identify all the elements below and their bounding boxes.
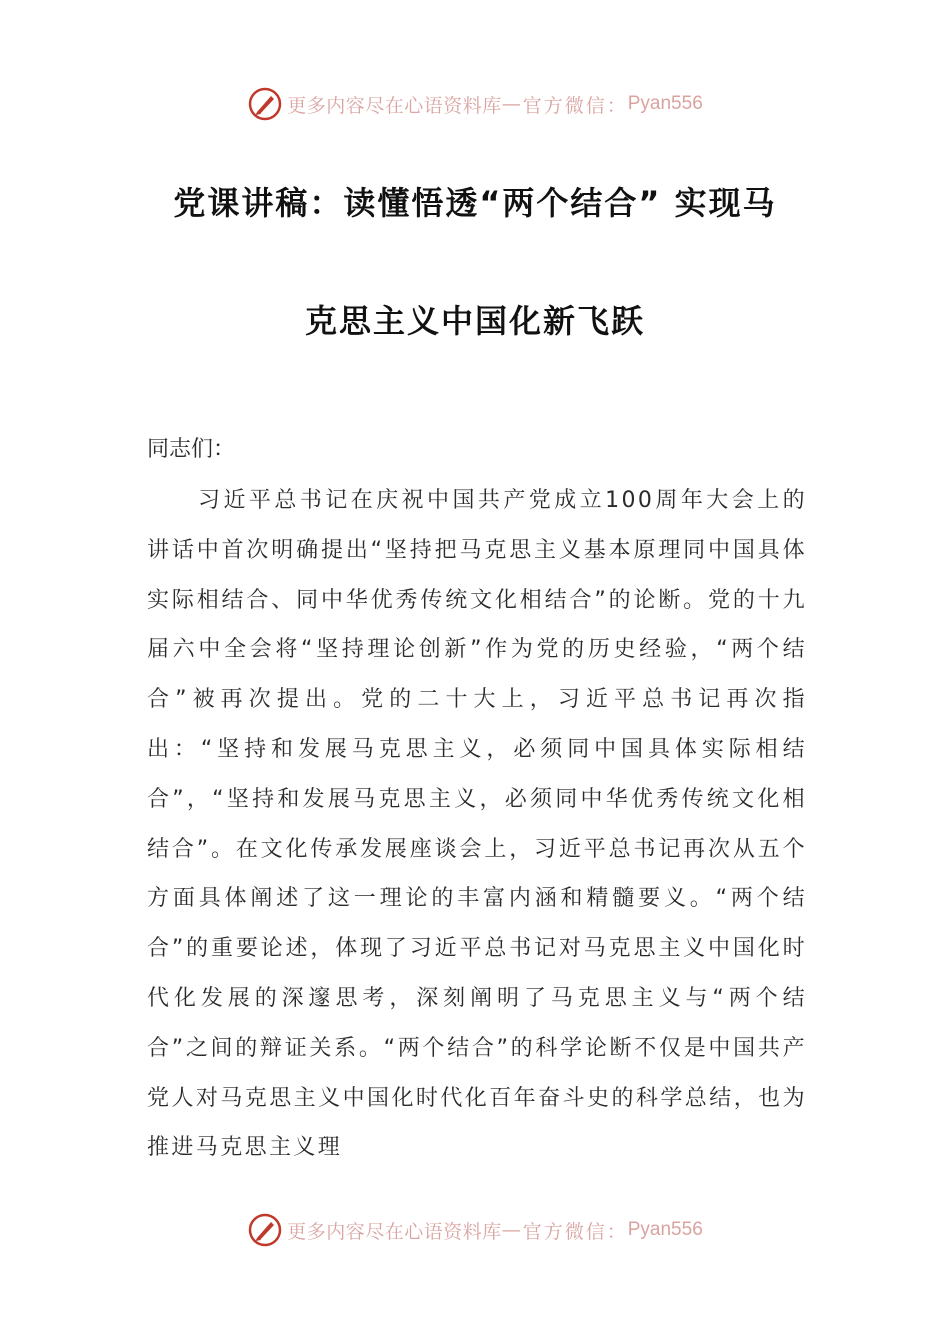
- watermark-dash: —: [501, 1219, 521, 1241]
- pen-logo-icon: [247, 86, 283, 122]
- pen-logo-icon: [247, 1212, 283, 1248]
- watermark-wechat-id: Pyan556: [627, 93, 703, 114]
- watermark-site-text: 更多内容尽在心语资料库: [287, 1220, 502, 1243]
- document-title-line-1: 党课讲稿：读懂悟透“两个结合” 实现马: [173, 184, 777, 222]
- watermark-official-label: 官方微信：: [522, 1220, 628, 1243]
- watermark-wechat-id: Pyan556: [627, 1219, 703, 1240]
- greeting: 同志们：: [147, 437, 236, 462]
- body-paragraph-text: 习近平总书记在庆祝中国共产党成立100周年大会上的讲话中首次明确提出“坚持把马克思主义基本原理同中国具体实际相结合、同中华优秀传统文化相结合”的论断。党的十九届六中全会将“坚持理论创新”作为党的历史经验，“两个结合”被再次提出。党的二十大上，习近平总书记再次指出：“坚持和发展马克思主义，必须同中国具体实际相结合”，“坚持和发展马克思主义，必须同中华优秀传统文化相结合”。在文化传承发展座谈会上，习近平总书记再次从五个方面具体阐述了这一理论的丰富内涵和精髓要义。“两个结合”的重要论述，体现了习近平总书记对马克思主义中国化时代化发展的深邃思考，深刻阐明了马克思主义与“两个结合”之间的辩证关系。“两个结合”的科学论断不仅是中国共产党人对马克思主义中国化时代化百年奋斗史的科学总结，也为推进马克思主义理: [147, 488, 807, 1161]
- footer-watermark: [0, 1210, 950, 1250]
- document-title-line-2: 克思主义中国化新飞跃: [304, 302, 645, 340]
- body-paragraph: [147, 476, 807, 1173]
- header-watermark: [0, 84, 950, 124]
- watermark-site-text: 更多内容尽在心语资料库: [287, 94, 502, 117]
- watermark-dash: —: [501, 93, 521, 115]
- watermark-official-label: 官方微信：: [522, 94, 628, 117]
